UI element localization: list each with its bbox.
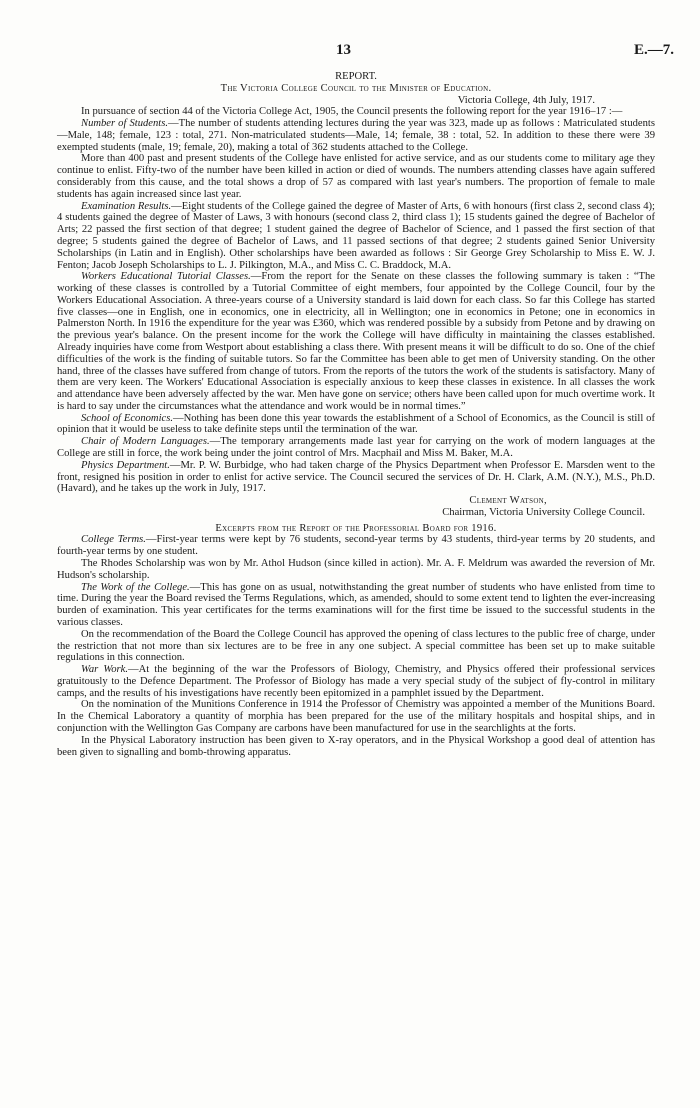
terms-text: —First-year terms were kept by 76 students, second-year terms by 43 students, third-year terms by 20 students, and fourth-year terms by one student. bbox=[57, 534, 656, 558]
economics-paragraph bbox=[57, 413, 655, 437]
excerpts-title: Excerpts from the Report of the Professorial Board for 1916. bbox=[215, 522, 497, 534]
languages-heading: Chair of Modern Languages. bbox=[81, 436, 210, 448]
students-text: —The number of students attending lectures during the year was 323, made up as follows : Matriculated students—Male, 148; female, 123 : total, 271. Non-matriculated students—Male, 14; female, 38 : total, 52. In addition to these there were 39 exempted students (male, 19; female, 20), making a total of 362 students attached to the College. bbox=[57, 118, 655, 153]
work-heading: The Work of the College. bbox=[81, 581, 190, 593]
report-title: REPORT. bbox=[335, 71, 377, 82]
exam-heading: Examination Results. bbox=[81, 200, 172, 212]
physical-lab-paragraph: In the Physical Laboratory instruction has been given to X-ray operators, and in the Physical Workshop a good deal of attention has been given to signalling and bomb-throwing apparatus. bbox=[57, 734, 655, 758]
languages-text: —The temporary arrangements made last year for carrying on the work of modern languages at the College are still in force, the work being under the joint control of Mrs. Macphail and Miss M. Baker, M.A. bbox=[57, 436, 655, 459]
students-heading: Number of Students. bbox=[81, 118, 169, 130]
exam-text: —Eight students of the College gained the degree of Master of Arts, 6 with honours (first class 2, second class 4); 4 students gained the degree of Master of Laws, 3 with honours (second class 2, third class 1); 15 students gained the degree of Bachelor of Arts; 22 passed the first section of that degree; 1 student gained the degree of Bachelor of Science, and 1 passed the first section of that degree; 5 students gained the degree of Bachelor of Laws, and 11 passed sections of that degree; 2 students gained Senior University Scholarships (in Latin and in English). Other scholarships have been awarded as follows : Sir George Grey Scholarship to Miss E. W. J. Fenton; Jacob Joseph Scholarships to L. J. Pilkington, M.A., and Miss C. C. Braddock, M.A. bbox=[57, 200, 655, 271]
rhodes-paragraph: The Rhodes Scholarship was won by Mr. Athol Hudson (since killed in action). Mr. A. F. Meldrum was awarded the reversion of Mr. Hudson's scholarship. bbox=[57, 558, 655, 581]
students-paragraph bbox=[57, 118, 655, 153]
workers-text: —From the report for the Senate on these classes the following summary is taken : “The working of these classes is controlled by a Tutorial Committee of eight members, four appointed by the College Council, four by the Workers Educational Association. A three-years course of a University standard is laid down for each class. So far this College has started five classes—one in English, one in economics, one in electricity, all in Wellington; one in economics in Petone; one in economics in Palmerston North. In 1916 the expenditure for the year was £360, which was rendered possible by a subsidy from Petone and by drawing on the previous year's balance. On the present income for the work the College will have difficulty in maintaining the classes established. Already inquiries have come from Westport about establishing a class there. With present means it will be difficult to do so. One of the chief difficulties of the work is the finding of suitable tutors. So far the Committee has been able to get men of University standing. On the other hand, three of the classes have suffered from change of tutors. From the reports of the tutors the work of the students is satisfactory. Many of them are very keen. The Workers' Educational Association is especially anxious to keep these classes in existence. In all classes the work and attendance have been adversely affected by the war. Men have gone on service; others have been called upon for much overtime work. It is hard to say under the circumstances what the attendance and work would be in normal times.” bbox=[57, 271, 656, 412]
place-date: Victoria College, 4th July, 1917. bbox=[457, 94, 595, 106]
service-paragraph: More than 400 past and present students of the College have enlisted for active service, and as our students come to military age they continue to enlist. Fifty-two of the number have been killed in action or died of wounds. The numbers attending classes have again suffered considerably from this cause, and the total shows a drop of 57 as compared with last year's numbers. The proportion of female to male students has again increased since last year. bbox=[57, 153, 655, 200]
physics-heading: Physics Department. bbox=[81, 459, 170, 471]
document-reference: E.—7. bbox=[634, 42, 675, 58]
terms-paragraph bbox=[57, 534, 655, 558]
terms-heading: College Terms. bbox=[81, 534, 146, 546]
work-paragraph bbox=[57, 582, 655, 629]
war-heading: War Work. bbox=[81, 664, 128, 676]
physics-text: —Mr. P. W. Burbidge, who had taken charge of the Physics Department when Professor E. Marsden went to the front, resigned his position in order to enlist for active service. The Council secured the services of Dr. H. Clark, A.M. (N.Y.), M.S., Ph.D. (Havard), and he takes up the work in July, 1917. bbox=[57, 459, 655, 495]
languages-paragraph bbox=[57, 436, 655, 460]
economics-heading: School of Economics. bbox=[81, 412, 174, 424]
lectures-paragraph: On the recommendation of the Board the College Council has approved the opening of class lectures to the public free of charge, under the restriction that not more than six lectures are to be free in any one subject. A special committee has been set up to make suitable regulations in this connection. bbox=[57, 628, 655, 664]
signatory-name: Clement Watson, bbox=[469, 495, 547, 507]
exam-paragraph bbox=[57, 201, 655, 272]
workers-heading: Workers Educational Tutorial Classes. bbox=[81, 271, 251, 283]
physics-paragraph bbox=[57, 460, 655, 495]
war-paragraph bbox=[57, 664, 655, 699]
workers-paragraph bbox=[57, 271, 655, 412]
intro-paragraph: In pursuance of section 44 of the Victoria College Act, 1905, the Council presents the following report for the year 1916–17 :— bbox=[81, 106, 623, 118]
page-content bbox=[57, 71, 655, 758]
munitions-paragraph: On the nomination of the Munitions Conference in 1914 the Professor of Chemistry was appointed a member of the Munitions Board. In the Chemical Laboratory a quantity of morphia has been prepared for the use of the military hospitals and hospital ships, and in conjunction with the Wellington Gas Company are carbons have been manufactured for use in the searchlights at the forts. bbox=[57, 699, 655, 734]
work-text: —This has gone on as usual, notwithstanding the great number of students who have enlisted from time to time. During the year the Board revised the Terms Regulations, which, as amended, should to some extent tend to lighten the ever-increasing burden of examination. This year certificates for the terms examinations will for the first time be issued to the successful students in the various classes. bbox=[57, 581, 655, 628]
war-text: —At the beginning of the war the Professors of Biology, Chemistry, and Physics offered their professional services gratuitously to the Defence Department. The Professor of Biology has made a very special study of the subject of fly-control in military camps, and the results of his investigations have recently been epitomized in a pamphlet issued by the Department. bbox=[57, 664, 655, 699]
economics-text: —Nothing has been done this year towards the establishment of a School of Economics, as the Council is still of opinion that it would be useless to take definite steps until the termination of the war. bbox=[57, 412, 655, 436]
page-number: 13 bbox=[336, 42, 351, 58]
signatory-title: Chairman, Victoria University College Council. bbox=[442, 506, 645, 518]
report-subtitle: The Victoria College Council to the Minister of Education. bbox=[220, 82, 492, 94]
